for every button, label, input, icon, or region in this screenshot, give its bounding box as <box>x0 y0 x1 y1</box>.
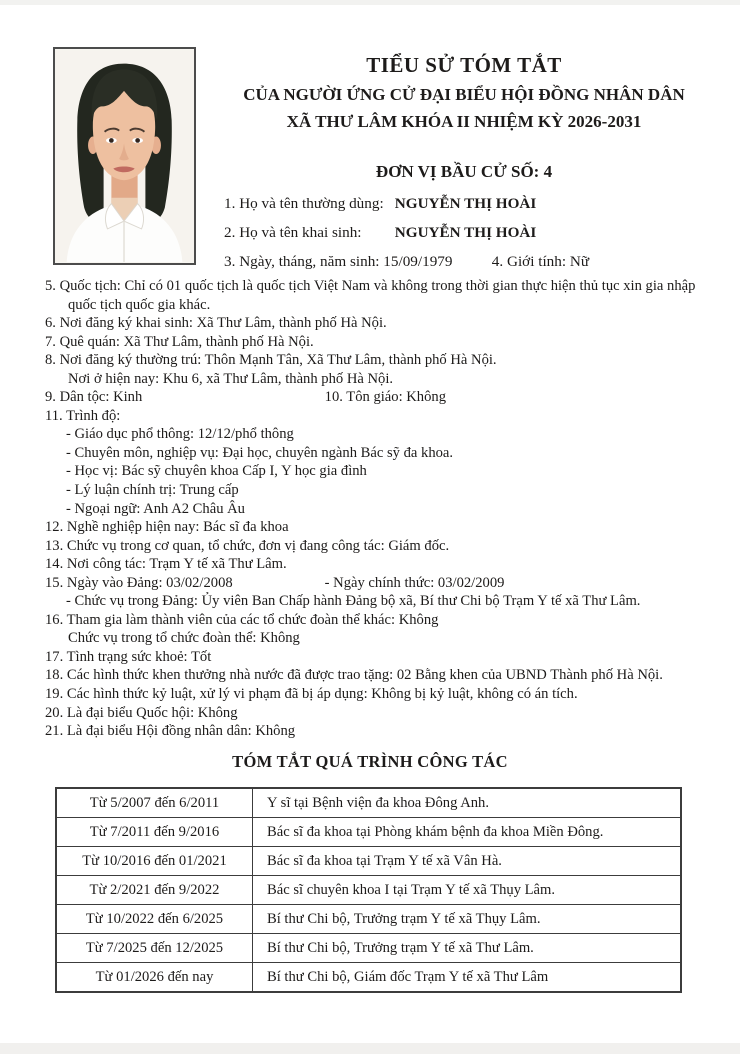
career-table <box>55 787 682 993</box>
item-birth-registration: 6. Nơi đăng ký khai sinh: Xã Thư Lâm, thành phố Hà Nội. <box>45 315 387 332</box>
item-professional-education: - Chuyên môn, nghiệp vụ: Đại học, chuyên ngành Bác sỹ đa khoa. <box>66 444 454 461</box>
page-subtitle-1: CỦA NGƯỜI ỨNG CỬ ĐẠI BIỂU HỘI ĐỒNG NHÂN DÂN <box>243 85 685 104</box>
common-name-value: NGUYỄN THỊ HOÀI <box>394 195 537 212</box>
common-name-label: 1. Họ và tên thường dùng: <box>224 195 384 212</box>
career-period: Từ 01/2026 đến nay <box>56 963 253 993</box>
birth-name-value: NGUYỄN THỊ HOÀI <box>394 224 537 241</box>
item-nationality: 5. Quốc tịch: Chỉ có 01 quốc tịch là quốc tịch Việt Nam và không trong thời gian thực hiện thủ tục xin gia nhập quốc tịch quốc gia khác. <box>45 278 696 313</box>
table-row <box>56 818 681 847</box>
portrait-photo <box>53 47 196 265</box>
career-position: Bí thư Chi bộ, Trưởng trạm Y tế xã Thụy Lâm. <box>253 905 682 934</box>
career-position: Bác sĩ chuyên khoa I tại Trạm Y tế xã Thụy Lâm. <box>253 876 682 905</box>
item-general-education: - Giáo dục phổ thông: 12/12/phổ thông <box>66 426 294 443</box>
item-disciplinary-record: 19. Các hình thức kỷ luật, xử lý vi phạm đã bị áp dụng: Không bị kỷ luật, không có án tích. <box>45 686 578 703</box>
item-hometown: 7. Quê quán: Xã Thư Lâm, thành phố Hà Nội. <box>45 333 314 350</box>
date-of-birth: 3. Ngày, tháng, năm sinh: 15/09/1979 <box>224 253 453 270</box>
item-national-assembly: 20. Là đại biểu Quốc hội: Không <box>45 704 238 721</box>
career-position: Bác sĩ đa khoa tại Phòng khám bệnh đa khoa Miền Đông. <box>253 818 682 847</box>
identity-section <box>224 193 729 280</box>
item-academic-degree: - Học vị: Bác sỹ chuyên khoa Cấp I, Y học gia đình <box>66 463 367 480</box>
career-position: Y sĩ tại Bệnh viện đa khoa Đông Anh. <box>253 788 682 818</box>
table-row <box>56 876 681 905</box>
birth-name-row <box>224 222 729 251</box>
career-period: Từ 2/2021 đến 9/2022 <box>56 876 253 905</box>
career-period: Từ 10/2022 đến 6/2025 <box>56 905 253 934</box>
item-occupation: 12. Nghề nghiệp hiện nay: Bác sĩ đa khoa <box>45 519 289 536</box>
portrait-illustration <box>55 49 194 263</box>
item-workplace: 14. Nơi công tác: Trạm Y tế xã Thư Lâm. <box>45 556 287 573</box>
career-period: Từ 7/2011 đến 9/2016 <box>56 818 253 847</box>
gender: 4. Giới tính: Nữ <box>491 253 590 270</box>
item-religion: 10. Tôn giáo: Không <box>324 389 446 406</box>
item-peoples-council: 21. Là đại biểu Hội đồng nhân dân: Không <box>45 723 296 740</box>
item-permanent-residence: 8. Nơi đăng ký thường trú: Thôn Mạnh Tân, Xã Thư Lâm, thành phố Hà Nội. <box>45 352 497 369</box>
career-section-heading: TÓM TẮT QUÁ TRÌNH CÔNG TÁC <box>232 752 508 771</box>
dob-gender-row <box>224 251 729 280</box>
item-current-residence: Nơi ở hiện nay: Khu 6, xã Thư Lâm, thành phố Hà Nội. <box>68 370 394 387</box>
scan-edge-top <box>0 0 740 5</box>
item-party-join-date: 15. Ngày vào Đảng: 03/02/2008 <box>45 574 233 591</box>
item-education-heading: 11. Trình độ: <box>45 407 121 424</box>
career-position: Bí thư Chi bộ, Trưởng trạm Y tế xã Thư Lâm. <box>253 934 682 963</box>
election-unit: ĐƠN VỊ BẦU CỬ SỐ: 4 <box>375 162 553 181</box>
scan-edge-bottom <box>0 1043 740 1054</box>
birth-name-label: 2. Họ và tên khai sinh: <box>224 224 362 241</box>
item-party-official-date: - Ngày chính thức: 03/02/2009 <box>324 574 505 591</box>
career-period: Từ 7/2025 đến 12/2025 <box>56 934 253 963</box>
item-organization-position: Chức vụ trong tổ chức đoàn thể: Không <box>68 630 300 647</box>
table-row <box>56 788 681 818</box>
item-position: 13. Chức vụ trong cơ quan, tổ chức, đơn vị đang công tác: Giám đốc. <box>45 537 450 554</box>
item-party-position: - Chức vụ trong Đảng: Ủy viên Ban Chấp hành Đảng bộ xã, Bí thư Chi bộ Trạm Y tế xã Thư Lâm. <box>66 593 641 610</box>
item-state-awards: 18. Các hình thức khen thưởng nhà nước đã được trao tặng: 02 Bằng khen của UBND Thành phố Hà Nội. <box>45 667 663 684</box>
career-position: Bác sĩ đa khoa tại Trạm Y tế xã Vân Hà. <box>253 847 682 876</box>
table-row <box>56 847 681 876</box>
document-header <box>192 52 736 182</box>
item-political-theory: - Lý luận chính trị: Trung cấp <box>66 482 239 499</box>
details-section <box>45 277 723 741</box>
career-period: Từ 5/2007 đến 6/2011 <box>56 788 253 818</box>
item-ethnicity-religion <box>45 388 723 407</box>
item-health-status: 17. Tình trạng sức khoẻ: Tốt <box>45 648 212 665</box>
career-position: Bí thư Chi bộ, Giám đốc Trạm Y tế xã Thư Lâm <box>253 963 682 993</box>
item-party-dates <box>45 574 723 593</box>
item-organization-membership: 16. Tham gia làm thành viên của các tổ chức đoàn thể khác: Không <box>45 611 439 628</box>
page-title: TIỂU SỬ TÓM TẮT <box>366 53 562 77</box>
table-row <box>56 905 681 934</box>
item-foreign-language: - Ngoại ngữ: Anh A2 Châu Âu <box>66 500 245 517</box>
item-ethnicity: 9. Dân tộc: Kinh <box>45 389 143 406</box>
career-period: Từ 10/2016 đến 01/2021 <box>56 847 253 876</box>
page-subtitle-2: XÃ THƯ LÂM KHÓA II NHIỆM KỲ 2026-2031 <box>286 112 642 131</box>
table-row <box>56 963 681 993</box>
common-name-row <box>224 193 729 222</box>
table-row <box>56 934 681 963</box>
